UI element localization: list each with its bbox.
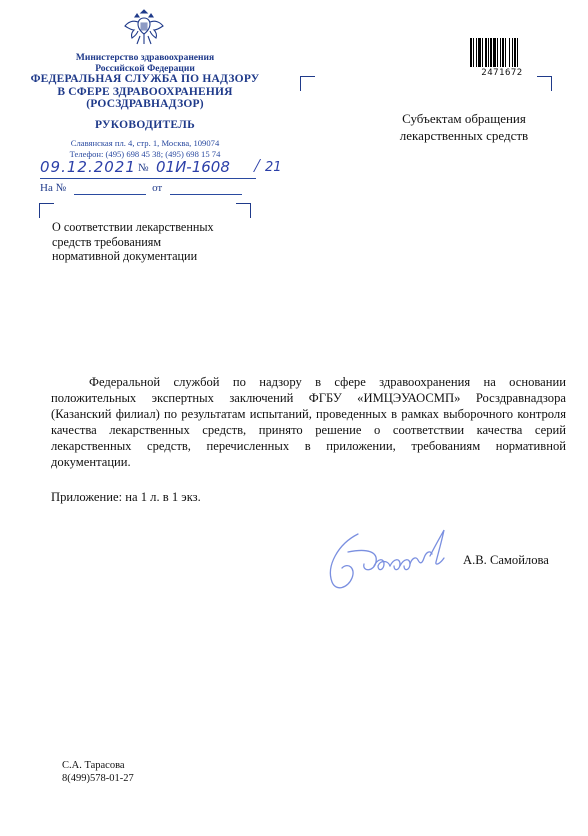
coat-of-arms-icon bbox=[122, 6, 166, 50]
service-line: ФЕДЕРАЛЬНАЯ СЛУЖБА ПО НАДЗОРУ bbox=[30, 73, 260, 85]
service-line: В СФЕРЕ ЗДРАВООХРАНЕНИЯ bbox=[57, 85, 233, 98]
ministry-line: Российской Федерации bbox=[95, 64, 195, 74]
service-line: (РОСЗДРАВНАДЗОР) bbox=[86, 98, 204, 110]
ministry-name bbox=[40, 53, 250, 75]
registration-line bbox=[40, 155, 282, 180]
registration-number-label: № bbox=[138, 162, 149, 174]
subject-corner-mark bbox=[39, 203, 54, 218]
registration-date: 09.12.2021 bbox=[40, 158, 136, 176]
subject-corner-mark bbox=[236, 203, 251, 218]
subject-line: нормативной документации bbox=[52, 249, 198, 263]
registration-separator: / bbox=[254, 155, 260, 177]
reference-line bbox=[40, 182, 242, 195]
letter-body bbox=[51, 374, 566, 470]
addressee-corner-mark bbox=[300, 76, 315, 91]
addressee bbox=[374, 110, 554, 144]
service-name bbox=[30, 73, 260, 111]
addressee-line: Субъектам обращения bbox=[402, 111, 526, 126]
phone: Телефон: (495) 698 45 38; (495) 698 15 74 bbox=[69, 148, 221, 159]
address: Славянская пл. 4, стр. 1, Москва, 109074 bbox=[70, 138, 220, 148]
reference-number-blank bbox=[74, 182, 146, 195]
registration-underline bbox=[40, 178, 256, 179]
ministry-line: Министерство здравоохранения bbox=[75, 53, 215, 63]
attachment-note: Приложение: на 1 л. в 1 экз. bbox=[51, 490, 201, 504]
barcode-icon bbox=[470, 38, 534, 67]
executor-phone: 8(499)578-01-27 bbox=[62, 772, 134, 784]
handwritten-signature bbox=[318, 522, 468, 596]
signer-name: А.В. Самойлова bbox=[463, 553, 549, 567]
subject-line: средств требованиям bbox=[52, 234, 162, 249]
reference-date-blank bbox=[170, 182, 242, 195]
executor-info bbox=[62, 760, 134, 785]
body-paragraph: Федеральной службой по надзору в сфере здравоохранения на основании положительных экспертных заключений ФГБУ «ИМЦЭУАОСМП» Росздравнадзора (Казанский филиал) по результатам испытаний, проведенных в рамках выборочного контроля качества лекарственных средств, принято решение о соответствии качества серий лекарственных средств, перечисленных в приложении, требованиям нормативной документации. bbox=[51, 375, 566, 469]
barcode-number: 2471672 bbox=[481, 68, 523, 78]
subject-line: О соответствии лекарственных bbox=[52, 220, 214, 234]
reference-date-label: от bbox=[152, 182, 163, 194]
letterhead-contacts bbox=[40, 138, 250, 159]
letter-subject bbox=[52, 220, 252, 264]
registration-year: 21 bbox=[265, 160, 282, 175]
addressee-corner-mark bbox=[537, 76, 552, 91]
registration-number: 01И-1608 bbox=[156, 158, 230, 176]
head-title: РУКОВОДИТЕЛЬ bbox=[94, 119, 196, 131]
addressee-line: лекарственных средств bbox=[399, 128, 529, 143]
executor-name: С.А. Тарасова bbox=[62, 760, 125, 771]
reference-number-label: На № bbox=[40, 182, 67, 194]
